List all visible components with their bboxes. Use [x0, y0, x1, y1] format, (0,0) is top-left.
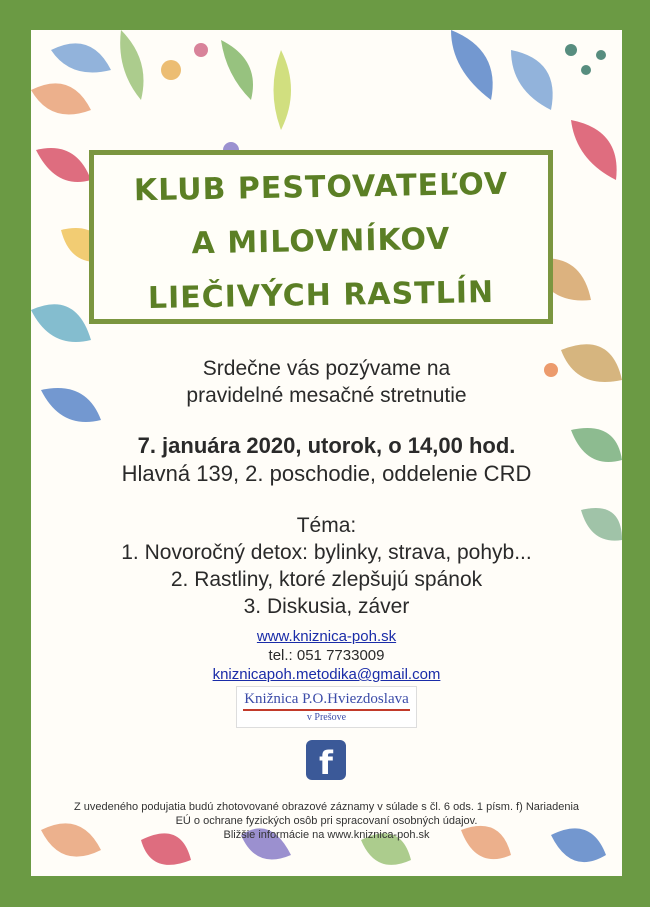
- topic-section: [31, 512, 622, 620]
- facebook-icon[interactable]: f: [306, 740, 346, 780]
- library-logo-city: v Prešove: [306, 712, 347, 723]
- footer-line-3: Bližšie informácie na www.kniznica-poh.sk: [223, 829, 430, 841]
- website-link[interactable]: www.kniznica-poh.sk: [256, 628, 397, 645]
- event-details: [31, 432, 622, 488]
- title-line-1: KLUB PESTOVATEĽOV: [133, 166, 509, 209]
- invitation-line-2: pravidelné mesačné stretnutie: [186, 384, 467, 407]
- gdpr-footer: [31, 800, 622, 842]
- topic-heading: Téma:: [296, 514, 357, 537]
- email-link[interactable]: kniznicapoh.metodika@gmail.com: [212, 666, 441, 683]
- event-date: 7. januára 2020, utorok, o 14,00 hod.: [137, 433, 516, 458]
- invitation-text: [31, 355, 622, 409]
- topic-item-1: 1. Novoročný detox: bylinky, strava, pohyb...: [121, 541, 532, 564]
- invitation-line-1: Srdečne vás pozývame na: [202, 357, 451, 380]
- contact-info: [31, 627, 622, 684]
- topic-item-2: 2. Rastliny, ktoré zlepšujú spánok: [170, 568, 483, 591]
- footer-line-1: Z uvedeného podujatia budú zhotovované obrazové záznamy v súlade s čl. 6 ods. 1 písm. f) Nariadenia: [73, 801, 580, 813]
- title-line-2: A MILOVNÍKOV: [191, 221, 451, 262]
- poster-content: [31, 30, 622, 876]
- footer-line-2: EÚ o ochrane fyzických osôb pri spracovaní osobných údajov.: [175, 815, 478, 827]
- topic-item-3: 3. Diskusia, záver: [243, 595, 410, 618]
- event-place: Hlavná 139, 2. poschodie, oddelenie CRD: [121, 461, 532, 486]
- title-box: [89, 150, 553, 324]
- title-line-3: LIEČIVÝCH RASTLÍN: [147, 274, 495, 317]
- library-logo: [236, 686, 417, 728]
- phone-number: tel.: 051 7733009: [268, 647, 385, 664]
- library-logo-name: Knižnica P.O.Hviezdoslava: [244, 691, 409, 707]
